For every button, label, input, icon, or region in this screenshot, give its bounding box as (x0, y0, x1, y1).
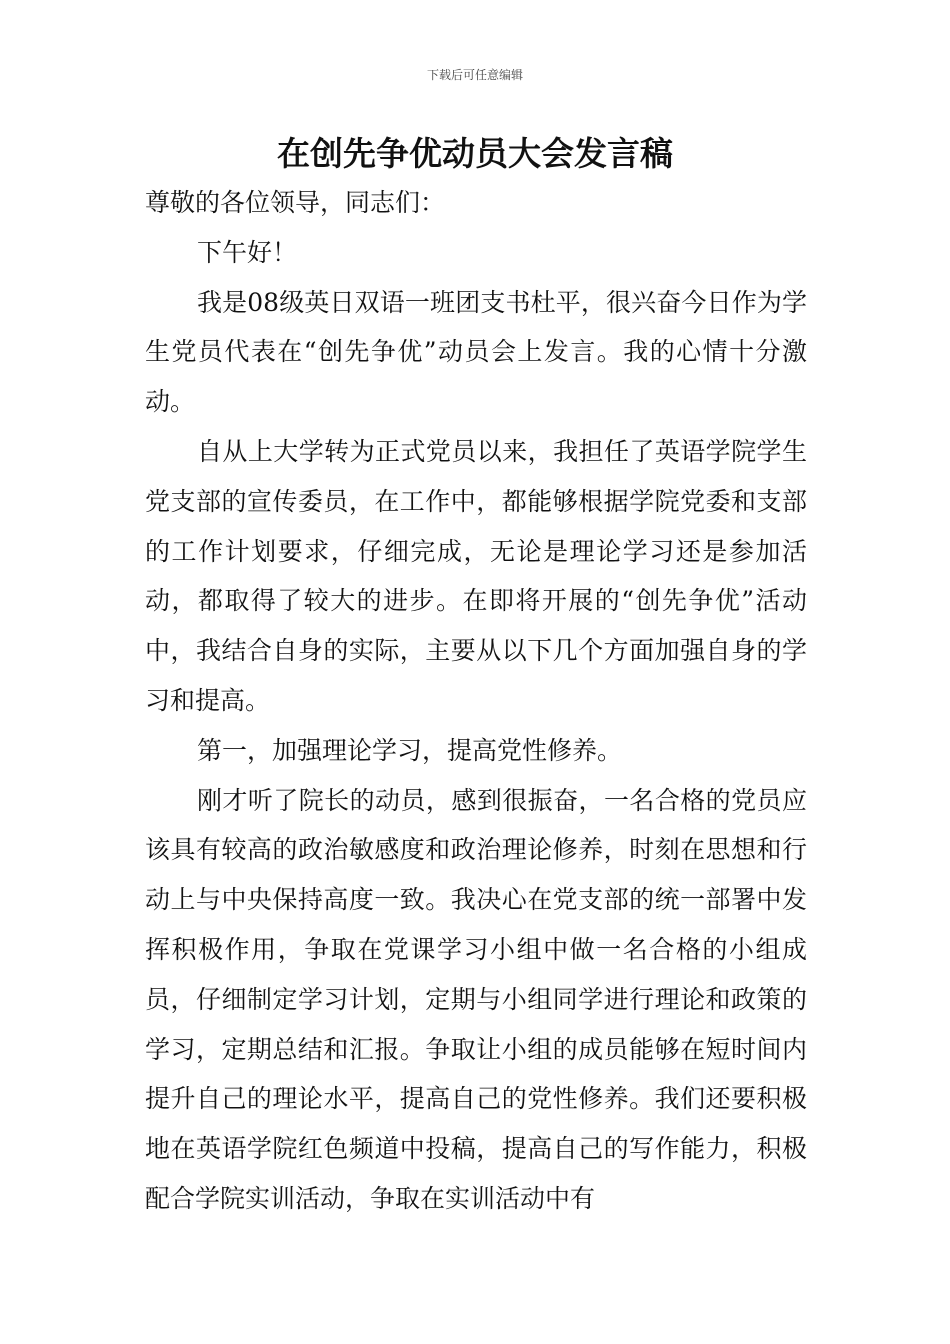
paragraph-introduction: 我是08级英日双语一班团支书杜平，很兴奋今日作为学生党员代表在“创先争优”动员会上发言。我的心情十分激动。 (145, 287, 807, 417)
paragraph-theory-study: 刚才听了院长的动员，感到很振奋，一名合格的党员应该具有较高的政治敏感度和政治理论修养，时刻在思想和行动上与中央保持高度一致。我决心在党支部的统一部署中发挥积极作用，争取在党课学习小组中做一名合格的小组成员，仔细制定学习计划，定期与小组同学进行理论和政策的学习，定期总结和汇报。争取让小组的成员能够在短时间内提升自己的理论水平，提高自己的党性修养。我们还要积极地在英语学院红色频道中投稿，提高自己的写作能力，积极配合学院实训活动，争取在实训活动中有 (145, 785, 807, 1213)
salutation: 尊敬的各位领导，同志们： (145, 188, 446, 217)
paragraph-experience: 自从上大学转为正式党员以来，我担任了英语学院学生党支部的宣传委员，在工作中，都能够根据学院党委和支部的工作计划要求，仔细完成，无论是理论学习还是参加活动，都取得了较大的进步。在即将开展的“创先争优”活动中，我结合自身的实际，主要从以下几个方面加强自身的学习和提高。 (145, 436, 807, 715)
document-title: 在创先争优动员大会发言稿 (277, 134, 673, 173)
download-note: 下载后可任意编辑 (426, 68, 523, 82)
paragraph-greeting: 下午好！ (197, 237, 298, 267)
section-heading-first: 第一，加强理论学习，提高党性修养。 (197, 735, 623, 765)
document-body (145, 178, 807, 1224)
